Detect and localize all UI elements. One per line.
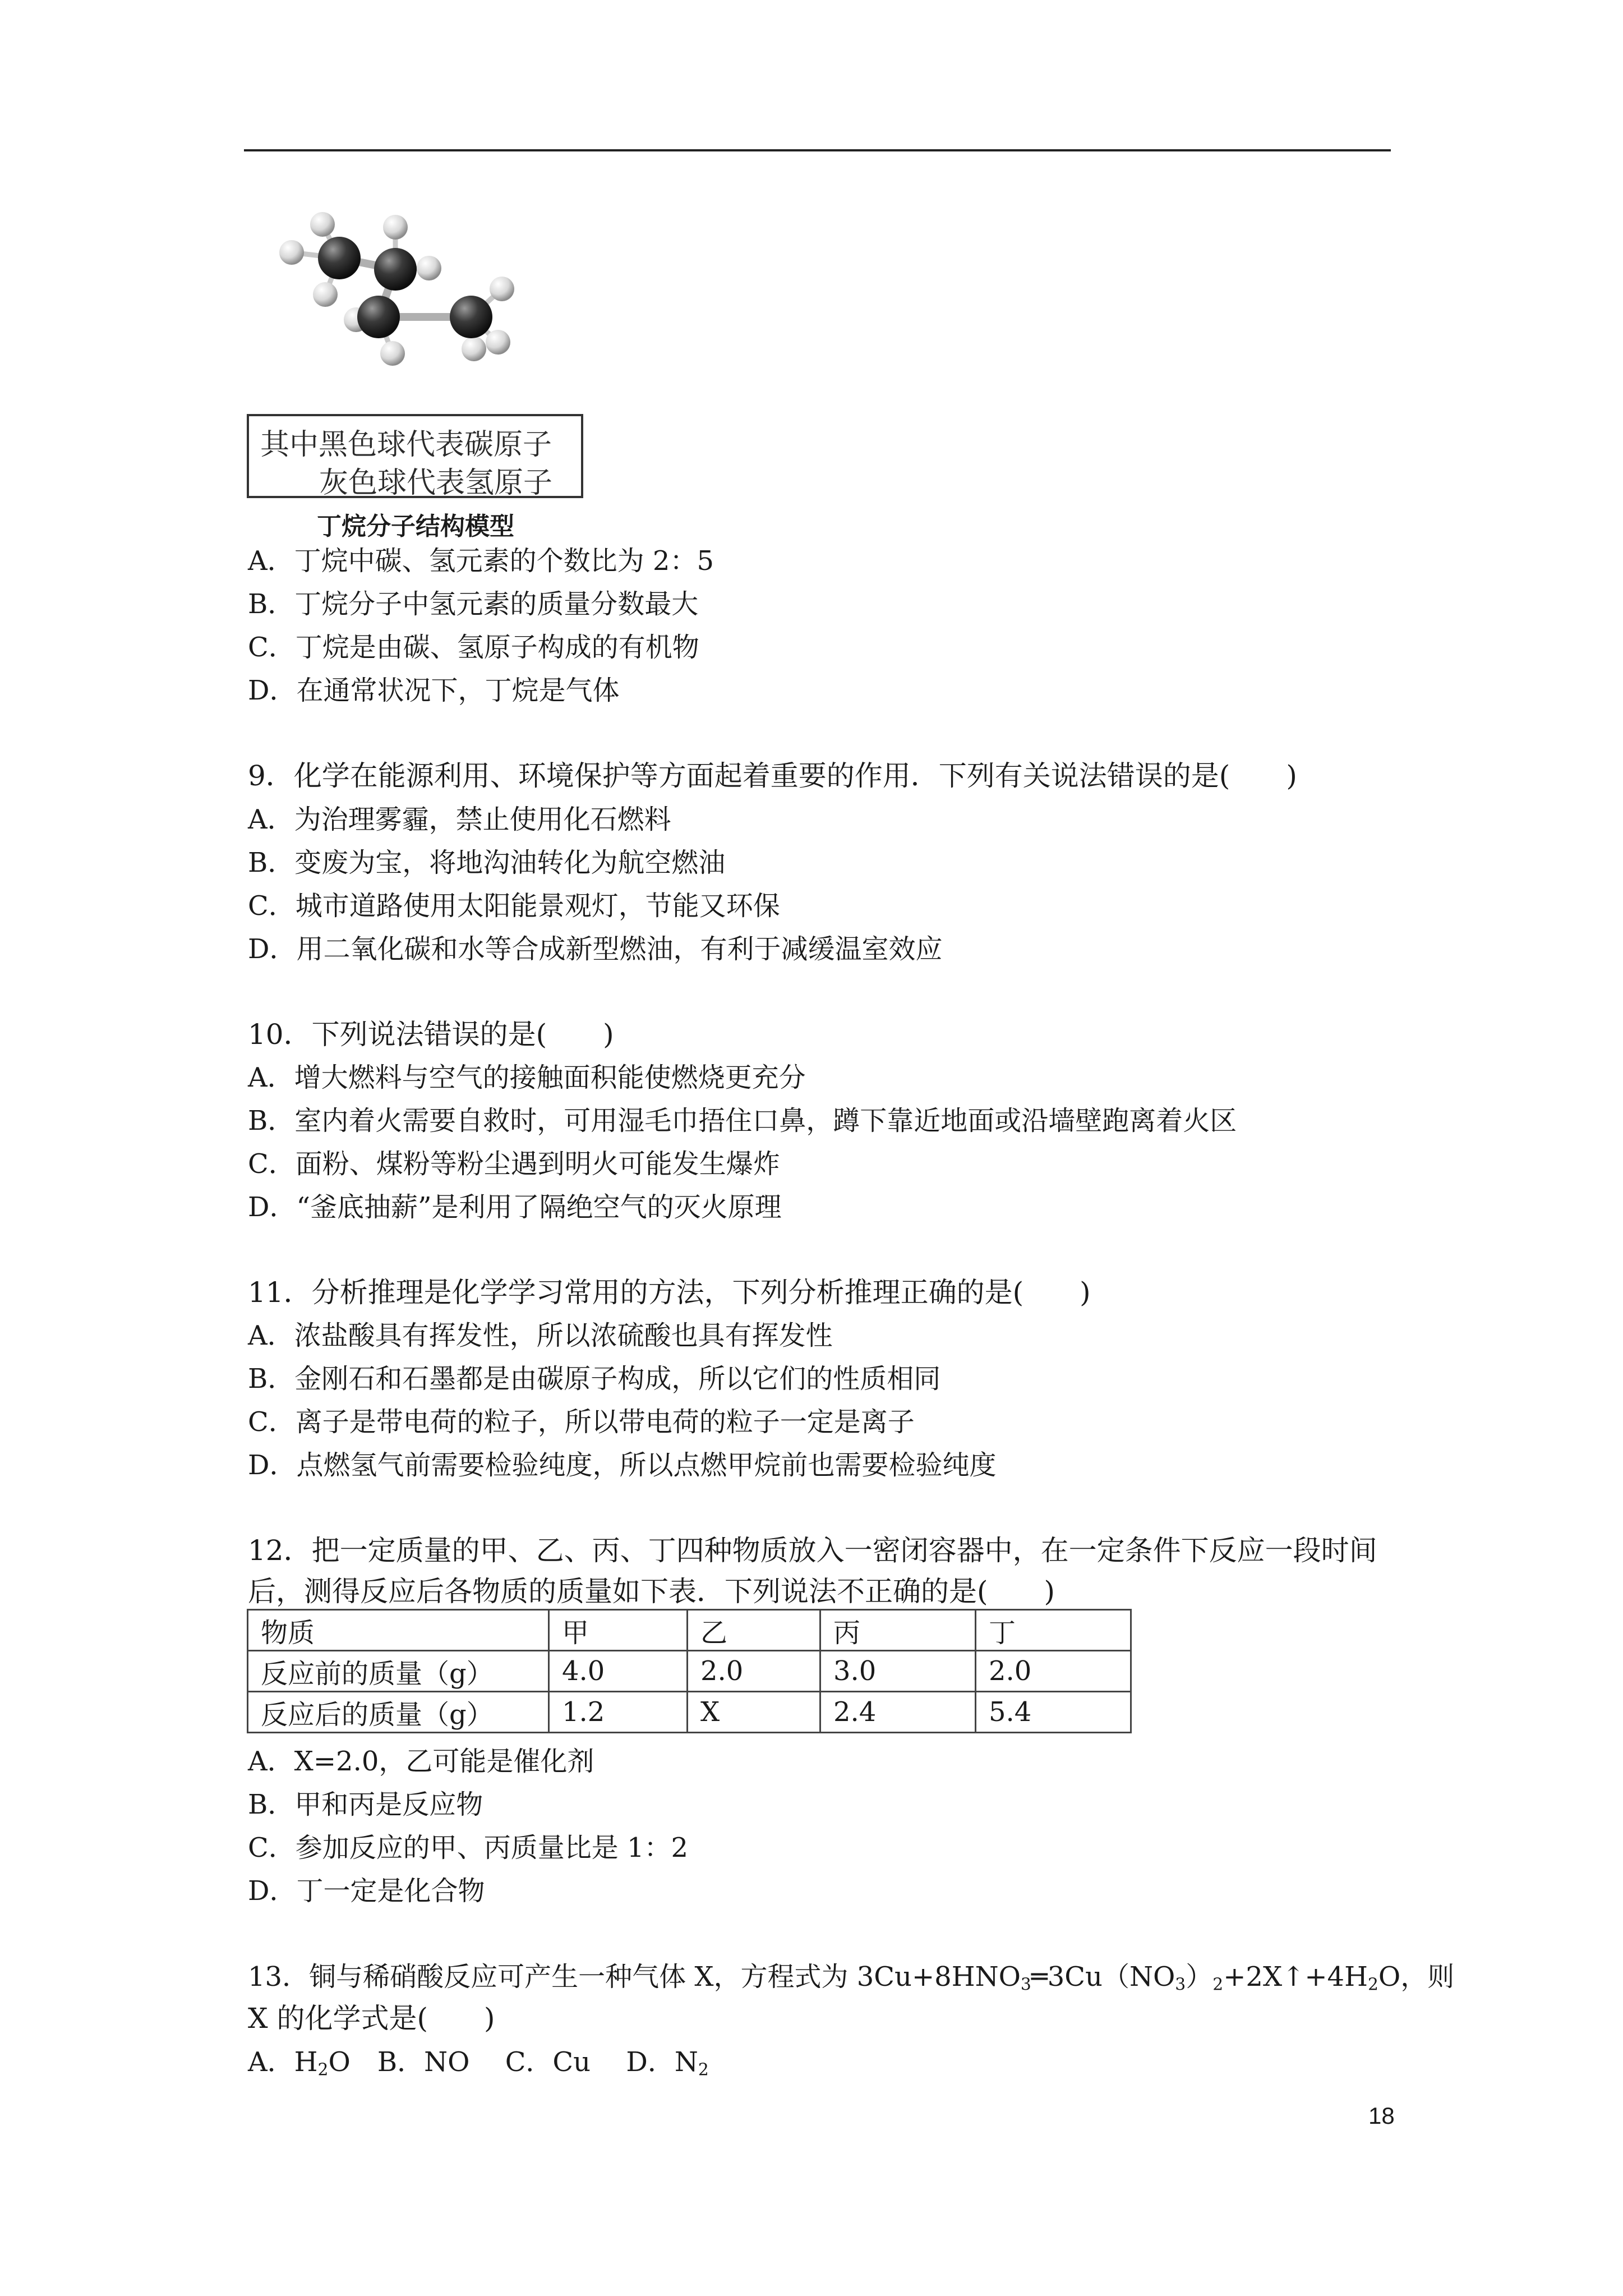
subscript: 2 [1367,1975,1378,1995]
q8-option-d: D．在通常状况下，丁烷是气体 [248,675,620,706]
q11-option-c: C．离子是带电荷的粒子，所以带电荷的粒子一定是离子 [248,1406,915,1438]
subscript: 2 [317,2060,329,2080]
subscript: 2 [698,2060,709,2080]
q13-option-text: O B．NO C．Cu D．N [328,2046,698,2078]
q11-option-b: B．金刚石和石墨都是由碳原子构成，所以它们的性质相同 [248,1363,941,1395]
butane-molecule-image [264,202,555,404]
table-cell: 乙 [688,1610,820,1651]
q9-option-b: B．变废为宝，将地沟油转化为航空燃油 [248,847,726,878]
table-cell: 反应前的质量（g） [248,1651,549,1692]
q13-stem [248,1960,1454,2001]
table-row [248,1692,1131,1733]
table-cell: 2.0 [976,1651,1131,1692]
subscript: 3 [1020,1975,1031,1995]
q13-text: ═3Cu（NO [1031,1961,1175,1993]
table-cell: 1.2 [549,1692,688,1733]
q12-stem-line1: 12．把一定质量的甲、乙、丙、丁四种物质放入一密闭容器中，在一定条件下反应一段时间 [248,1534,1377,1567]
q8-option-c: C．丁烷是由碳、氢原子构成的有机物 [248,632,699,663]
q9-stem: 9．化学在能源利用、环境保护等方面起着重要的作用．下列有关说法错误的是( ) [248,760,1297,792]
molecule-legend-box [247,414,583,498]
table-cell: 甲 [549,1610,688,1651]
q13-text: O，则 [1378,1961,1455,1993]
q13-option-text: A．H [248,2046,318,2078]
table-cell: 物质 [248,1610,549,1651]
q12-option-b: B．甲和丙是反应物 [248,1789,483,1820]
q8-option-a: A．丁烷中碳、氢元素的个数比为 2：5 [248,545,714,577]
table-cell: 4.0 [549,1651,688,1692]
mass-table [247,1609,1132,1733]
q13-text: ） [1186,1961,1213,1993]
q10-stem: 10．下列说法错误的是( ) [248,1018,614,1051]
table-cell: 丁 [976,1610,1131,1651]
subscript: 3 [1175,1975,1186,1995]
table-row [248,1651,1131,1692]
q12-option-c: C．参加反应的甲、丙质量比是 1：2 [248,1832,689,1864]
q11-option-d: D．点燃氢气前需要检验纯度，所以点燃甲烷前也需要检验纯度 [248,1450,997,1481]
legend-carbon-text: 其中黑色球代表碳原子 [260,428,552,462]
q13-text: 13．铜与稀硝酸反应可产生一种气体 X，方程式为 3Cu+8HNO [248,1961,1021,1993]
header-rule [244,149,1391,151]
q12-option-d: D．丁一定是化合物 [248,1875,485,1907]
q12-stem-line2: 后，测得反应后各物质的质量如下表．下列说法不正确的是( ) [248,1575,1055,1608]
table-cell: X [688,1692,820,1733]
legend-hydrogen-text: 灰色球代表氢原子 [319,466,553,500]
q10-option-a: A．增大燃料与空气的接触面积能使燃烧更充分 [248,1062,806,1093]
q11-option-a: A．浓盐酸具有挥发性，所以浓硫酸也具有挥发性 [248,1320,833,1351]
q9-option-a: A．为治理雾霾，禁止使用化石燃料 [248,804,671,835]
q12-option-a: A．X=2.0，乙可能是催化剂 [248,1746,594,1777]
table-cell: 5.4 [976,1692,1131,1733]
q10-option-d: D．“釜底抽薪”是利用了隔绝空气的灭火原理 [248,1191,782,1223]
q10-option-c: C．面粉、煤粉等粉尘遇到明火可能发生爆炸 [248,1148,780,1180]
figure-caption: 丁烷分子结构模型 [317,512,514,541]
q13-text: +2X↑+4H [1223,1961,1368,1993]
table-cell: 3.0 [820,1651,976,1692]
subscript: 2 [1212,1975,1224,1995]
table-header-row [248,1610,1131,1651]
table-cell: 反应后的质量（g） [248,1692,549,1733]
q13-options [248,2045,709,2087]
table-cell: 2.0 [688,1651,820,1692]
q9-option-d: D．用二氧化碳和水等合成新型燃油，有利于减缓温室效应 [248,933,943,965]
q8-option-b: B．丁烷分子中氢元素的质量分数最大 [248,588,699,620]
q13-stem-line2: X 的化学式是( ) [248,2002,495,2035]
q10-option-b: B．室内着火需要自救时，可用湿毛巾捂住口鼻，蹲下靠近地面或沿墙壁跑离着火区 [248,1105,1237,1137]
table-cell: 2.4 [820,1692,976,1733]
q9-option-c: C．城市道路使用太阳能景观灯，节能又环保 [248,890,780,922]
table-cell: 丙 [820,1610,976,1651]
q11-stem: 11．分析推理是化学学习常用的方法，下列分析推理正确的是( ) [248,1276,1091,1309]
page-number: 18 [1368,2102,1395,2129]
